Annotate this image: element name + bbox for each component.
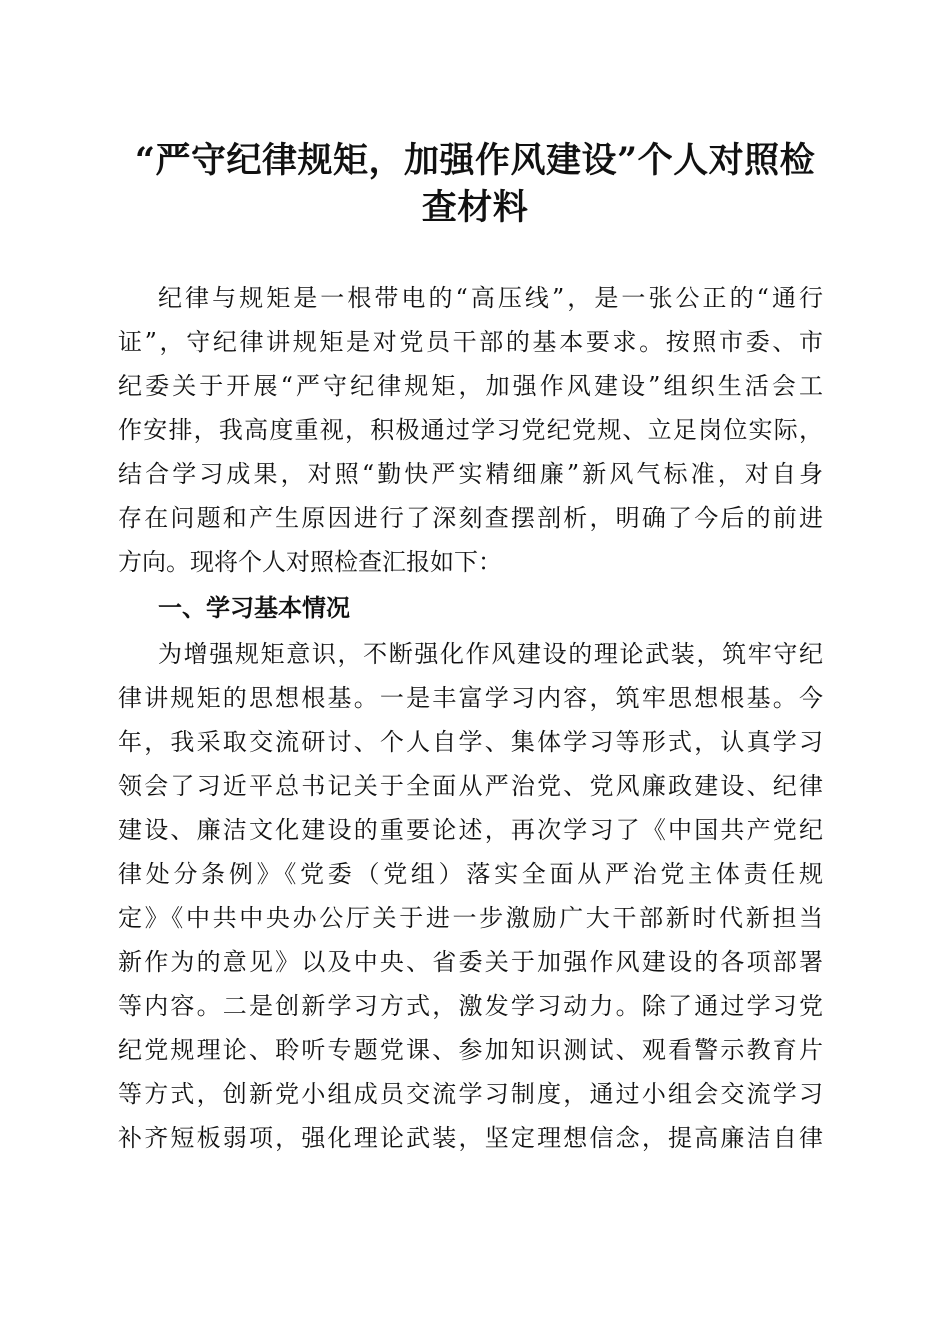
intro-paragraph-line: 结合学习成果，对照“勤快严实精细廉”新风气标准，对自身 bbox=[118, 460, 823, 488]
document-title-line-2: 查材料 bbox=[421, 187, 529, 228]
section1-paragraph-line: 建设、廉洁文化建设的重要论述，再次学习了《中国共产党纪 bbox=[118, 816, 823, 844]
section1-paragraph-line: 等内容。二是创新学习方式，激发学习动力。除了通过学习党 bbox=[118, 992, 823, 1020]
section1-paragraph-line: 等方式，创新党小组成员交流学习制度，通过小组会交流学习 bbox=[118, 1080, 823, 1108]
intro-paragraph-line: 方向。现将个人对照检查汇报如下： bbox=[118, 548, 502, 576]
section1-paragraph-line: 为增强规矩意识，不断强化作风建设的理论武装，筑牢守纪 bbox=[158, 640, 823, 668]
section1-paragraph-line: 律讲规矩的思想根基。一是丰富学习内容，筑牢思想根基。今 bbox=[118, 684, 823, 712]
section1-paragraph-line: 纪党规理论、聆听专题党课、参加知识测试、观看警示教育片 bbox=[118, 1036, 823, 1064]
intro-paragraph-line: 存在问题和产生原因进行了深刻查摆剖析，明确了今后的前进 bbox=[118, 504, 823, 532]
intro-paragraph-line: 纪委关于开展“严守纪律规矩，加强作风建设”组织生活会工 bbox=[118, 372, 823, 400]
section1-paragraph-line: 新作为的意见》以及中央、省委关于加强作风建设的各项部署 bbox=[118, 948, 823, 976]
document-title-line-1: “严守纪律规矩，加强作风建设”个人对照检 bbox=[134, 140, 816, 181]
section1-paragraph-line: 律处分条例》《党委（党组）落实全面从严治党主体责任规 bbox=[118, 860, 823, 888]
intro-paragraph-line: 证”，守纪律讲规矩是对党员干部的基本要求。按照市委、市 bbox=[118, 328, 823, 356]
section1-paragraph-line: 年，我采取交流研讨、个人自学、集体学习等形式，认真学习 bbox=[118, 728, 823, 756]
section1-paragraph-line: 补齐短板弱项，强化理论武装，坚定理想信念，提高廉洁自律 bbox=[118, 1124, 823, 1152]
intro-paragraph-line: 作安排，我高度重视，积极通过学习党纪党规、立足岗位实际， bbox=[118, 416, 823, 444]
section-heading: 一、学习基本情况 bbox=[158, 594, 350, 622]
intro-paragraph-line: 纪律与规矩是一根带电的“高压线”，是一张公正的“通行 bbox=[158, 284, 823, 312]
section1-paragraph-line: 定》《中共中央办公厅关于进一步激励广大干部新时代新担当 bbox=[118, 904, 823, 932]
section1-paragraph-line: 领会了习近平总书记关于全面从严治党、党风廉政建设、纪律 bbox=[118, 772, 823, 800]
